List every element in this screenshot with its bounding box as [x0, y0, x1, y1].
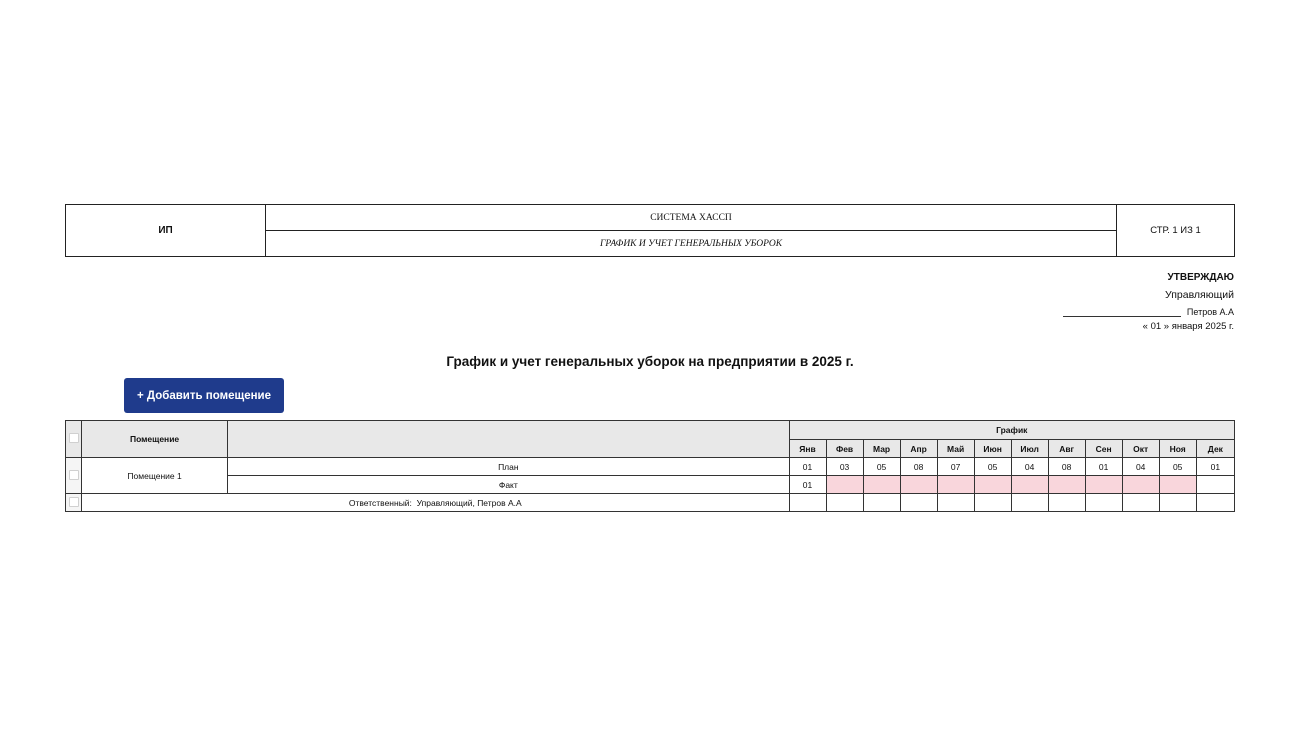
empty-cell — [1159, 494, 1196, 512]
month-header: Мар — [863, 440, 900, 458]
responsible-row — [66, 494, 1235, 512]
type-column-header — [228, 421, 789, 458]
plan-cell[interactable]: 08 — [900, 458, 937, 476]
empty-cell — [826, 494, 863, 512]
approval-date: « 01 » января 2025 г. — [1142, 321, 1234, 332]
table-row — [66, 476, 1235, 494]
plan-cell[interactable]: 05 — [1159, 458, 1196, 476]
room-name: Помещение 1 — [82, 458, 228, 494]
fact-cell[interactable] — [1048, 476, 1085, 494]
month-header: Сен — [1085, 440, 1122, 458]
fact-cell[interactable] — [1011, 476, 1048, 494]
month-header: Ноя — [1159, 440, 1196, 458]
month-header: Июл — [1011, 440, 1048, 458]
approver-name: Петров А.А — [1186, 307, 1234, 317]
responsible-value: Управляющий, Петров А.А — [416, 497, 522, 508]
row-checkbox[interactable] — [69, 470, 79, 480]
approval-block — [1063, 272, 1234, 332]
plan-cell[interactable]: 01 — [1085, 458, 1122, 476]
empty-cell — [1048, 494, 1085, 512]
checkbox-cell — [66, 494, 82, 512]
empty-cell — [937, 494, 974, 512]
responsible-label: Ответственный: — [348, 497, 412, 508]
table-row — [66, 458, 1235, 476]
empty-cell — [789, 494, 826, 512]
fact-cell[interactable] — [826, 476, 863, 494]
plan-cell[interactable]: 03 — [826, 458, 863, 476]
month-header: Окт — [1122, 440, 1159, 458]
empty-cell — [974, 494, 1011, 512]
empty-cell — [1122, 494, 1159, 512]
fact-cell[interactable] — [974, 476, 1011, 494]
plan-cell[interactable]: 07 — [937, 458, 974, 476]
fact-cell[interactable] — [863, 476, 900, 494]
room-column-header: Помещение — [82, 421, 228, 458]
month-header: Фев — [826, 440, 863, 458]
plan-cell[interactable]: 04 — [1011, 458, 1048, 476]
month-header: Дек — [1196, 440, 1234, 458]
approver-role: Управляющий — [1165, 289, 1234, 301]
plan-cell[interactable]: 05 — [863, 458, 900, 476]
plan-cell[interactable]: 08 — [1048, 458, 1085, 476]
fact-cell[interactable] — [1122, 476, 1159, 494]
fact-cell[interactable] — [900, 476, 937, 494]
fact-label: Факт — [228, 476, 789, 494]
month-header: Май — [937, 440, 974, 458]
month-header: Апр — [900, 440, 937, 458]
system-name: СИСТЕМА ХАССП — [266, 205, 1116, 231]
document-header — [65, 204, 1235, 257]
responsible-cell — [82, 494, 790, 512]
empty-cell — [900, 494, 937, 512]
month-header: Авг — [1048, 440, 1085, 458]
fact-cell[interactable]: 01 — [789, 476, 826, 494]
cleaning-schedule-table — [65, 420, 1235, 512]
page-title: График и учет генеральных уборок на предприятии в 2025 г. — [446, 354, 854, 369]
fact-cell[interactable] — [1196, 476, 1234, 494]
approval-title: УТВЕРЖДАЮ — [1167, 272, 1234, 283]
plan-cell[interactable]: 04 — [1122, 458, 1159, 476]
empty-cell — [863, 494, 900, 512]
fact-cell[interactable] — [1085, 476, 1122, 494]
month-header: Янв — [789, 440, 826, 458]
fact-cell[interactable] — [1159, 476, 1196, 494]
plan-label: План — [228, 458, 789, 476]
empty-cell — [1196, 494, 1234, 512]
add-room-button[interactable]: + Добавить помещение — [124, 378, 284, 413]
empty-cell — [1085, 494, 1122, 512]
empty-cell — [1011, 494, 1048, 512]
plan-cell[interactable]: 05 — [974, 458, 1011, 476]
select-all-checkbox[interactable] — [69, 433, 79, 443]
signature-line — [1063, 307, 1234, 317]
row-checkbox[interactable] — [69, 497, 79, 507]
org-name: ИП — [66, 205, 266, 256]
header-titles — [266, 205, 1116, 256]
document-name: ГРАФИК И УЧЕТ ГЕНЕРАЛЬНЫХ УБОРОК — [599, 238, 783, 249]
select-all-cell — [66, 421, 82, 458]
plan-cell[interactable]: 01 — [789, 458, 826, 476]
schedule-column-header: График — [789, 421, 1234, 440]
checkbox-cell — [66, 458, 82, 494]
page-number: СТР. 1 ИЗ 1 — [1116, 205, 1234, 256]
month-header: Июн — [974, 440, 1011, 458]
signature-underline — [1063, 308, 1181, 317]
plan-cell[interactable]: 01 — [1196, 458, 1234, 476]
table-body — [66, 458, 1235, 512]
fact-cell[interactable] — [937, 476, 974, 494]
